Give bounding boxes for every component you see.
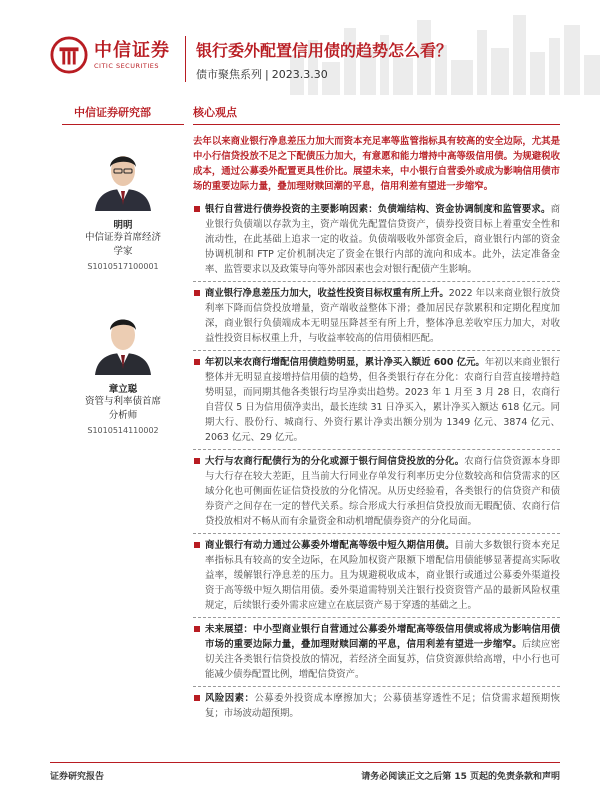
header-divider — [185, 36, 186, 82]
analyst-name: 章立聪 — [108, 384, 138, 395]
research-dept-heading: 中信证券研究部 — [62, 104, 184, 125]
key-point-body: 年初以来商业银行整体并无明显直接增持信用债的趋势，但各类银行存在分化：农商行自营直接增持趋势明显，而同期其他各类银行均呈净卖出趋势。2023 年 1 月至 3 月 28 日，农商行自营仅 5 日为信用债净卖出，最长连续 31 日净买入，累计净买入额达 618 亿元。同期大行、股份行、城商行、外资行累计净卖出额分别为 1349 亿元、3874 亿元、2063 亿元、29 亿元。 — [205, 357, 560, 443]
report-header — [0, 0, 600, 95]
analyst-card — [62, 303, 184, 435]
key-point-lead: 年初以来农商行增配信用债趋势明显，累计净买入额近 600 亿元。 — [205, 357, 485, 368]
analyst-photo-icon — [87, 139, 159, 211]
key-point — [193, 282, 560, 351]
analyst-cert-number: S1010517100001 — [87, 262, 159, 271]
analyst-title: 分析师 — [108, 410, 138, 421]
analyst-card — [62, 139, 184, 271]
key-point — [193, 618, 560, 687]
citic-logo — [50, 36, 170, 74]
footer-report-type: 证券研究报告 — [50, 772, 105, 782]
logo-name-en: CITIC SECURITIES — [94, 61, 160, 70]
key-points-list — [193, 198, 560, 725]
analyst-title: 学家 — [113, 246, 133, 257]
key-point-body: 商业银行负债端以存款为主，资产端优先配置信贷资产，债券投资目标上着重安全性和流动性，在此基础上追求一定的收益。负债端吸收外部资金后，商业银行内部的资金协调机制和 FTP 定价机制决定了资金在银行内部的流向和成本。此外，法定准备金率、监管要求以及政策导向等外部因素也会对银行配债产生影响。 — [205, 204, 560, 275]
key-point — [193, 351, 560, 450]
key-point — [193, 198, 560, 282]
key-point-body: 目前大多数银行资本充足率指标具有较高的安全边际，在风险加权资产限额下增配信用债能够显著提高实际收益率，缓解银行净息差的压力。且为规避税收成本，商业银行或通过公募委外渠道投资于高等级中短久期信用债。委外渠道需特别关注银行投资资管产品的最新风险权重规定，后续银行委外需求应建立在底层资产易于穿透的基础之上。 — [205, 540, 560, 611]
report-series: 债市聚焦系列 — [196, 68, 262, 81]
key-point-body: 农商行信贷资源本身即与大行存在较大差距，且当前大行同业存单发行利率历史分位数较高和信贷需求的区域分化也可侧面佐证信贷投放的分化情况。从历史经验看，各类银行的信贷资产和债券资产之间存在一定的替代关系。综合形成大行承担信贷投放而无暇配债、农商行信贷投放相对不畅从而有余量资金和动机增配债券资产的分化局面。 — [205, 456, 560, 527]
citic-logo-icon — [50, 36, 88, 74]
analyst-column — [62, 104, 184, 435]
key-point-lead: 风险因素： — [205, 693, 255, 704]
analyst-cert-number: S1010514110002 — [87, 426, 159, 435]
analyst-photo-icon — [87, 303, 159, 375]
key-point-lead: 银行自营进行债券投资的主要影响因素：负债端结构、资金协调制度和监管要求。 — [205, 204, 551, 215]
key-point-body: 2022 年以来商业银行放贷利率下降而信贷投放增量，资产端收益整体下滑；叠加居民存款累积和定期化程度加深，商业银行负债端成本无明显压降甚至有所上升，整体净息差收窄压力加大，对收益性投资目标权重上升，与收益率较高的信用债相匹配。 — [205, 288, 560, 344]
key-point-lead: 未来展望：中小型商业银行自营通过公募委外增配高等级信用债或将成为影响信用债市场的重要边际力量，叠加理财赎回潮的平息，信用利差有望进一步缩窄。 — [205, 624, 560, 650]
report-title: 银行委外配置信用债的趋势怎么看？ — [196, 41, 453, 60]
footer-disclaimer: 请务必阅读正文之后第 15 页起的免责条款和声明 — [361, 772, 560, 782]
report-date: 2023.3.30 — [271, 68, 328, 81]
logo-name-cn: 中信证券 — [94, 39, 170, 61]
report-subtitle — [196, 66, 328, 82]
analyst-title: 资管与利率债首席 — [84, 396, 161, 407]
key-point — [193, 450, 560, 534]
summary-paragraph: 去年以来商业银行净息差压力加大而资本充足率等监管指标具有较高的安全边际，尤其是中小行信贷投放不足之下配债压力加大，有意愿和能力增持中高等级信用债。为规避税收成本，通过公募委外配置更具性价比。展望未来，中小银行自营委外或成为影响信用债市场的重要边际力量，叠加理财赎回潮的平息，信用利差有望进一步缩窄。 — [193, 136, 560, 192]
key-point-lead: 商业银行有动力通过公募委外增配高等级中短久期信用债。 — [205, 540, 455, 551]
key-point — [193, 687, 560, 725]
analyst-name: 明明 — [113, 220, 133, 231]
key-point — [193, 534, 560, 618]
core-views-heading: 核心观点 — [193, 104, 560, 125]
key-point-lead: 大行与农商行配债行为的分化或源于银行间信贷投放的分化。 — [205, 456, 465, 467]
core-views-column — [193, 104, 560, 725]
key-point-lead: 商业银行净息差压力加大，收益性投资目标权重有所上升。 — [205, 288, 449, 299]
key-point-body: 公募委外投资成本摩擦加大；公募债基穿透性不足；信贷需求超预期恢复；市场波动超预期。 — [205, 693, 560, 719]
analyst-title: 中信证券首席经济 — [84, 232, 161, 243]
subtitle-separator: | — [265, 68, 269, 81]
page-footer — [50, 762, 560, 782]
key-point-body: 后续应密切关注各类银行信贷投放的情况，若经济全面复苏，信贷资源供给高增，中小行也可能减少债券配置比例，增配信贷资产。 — [205, 639, 560, 680]
